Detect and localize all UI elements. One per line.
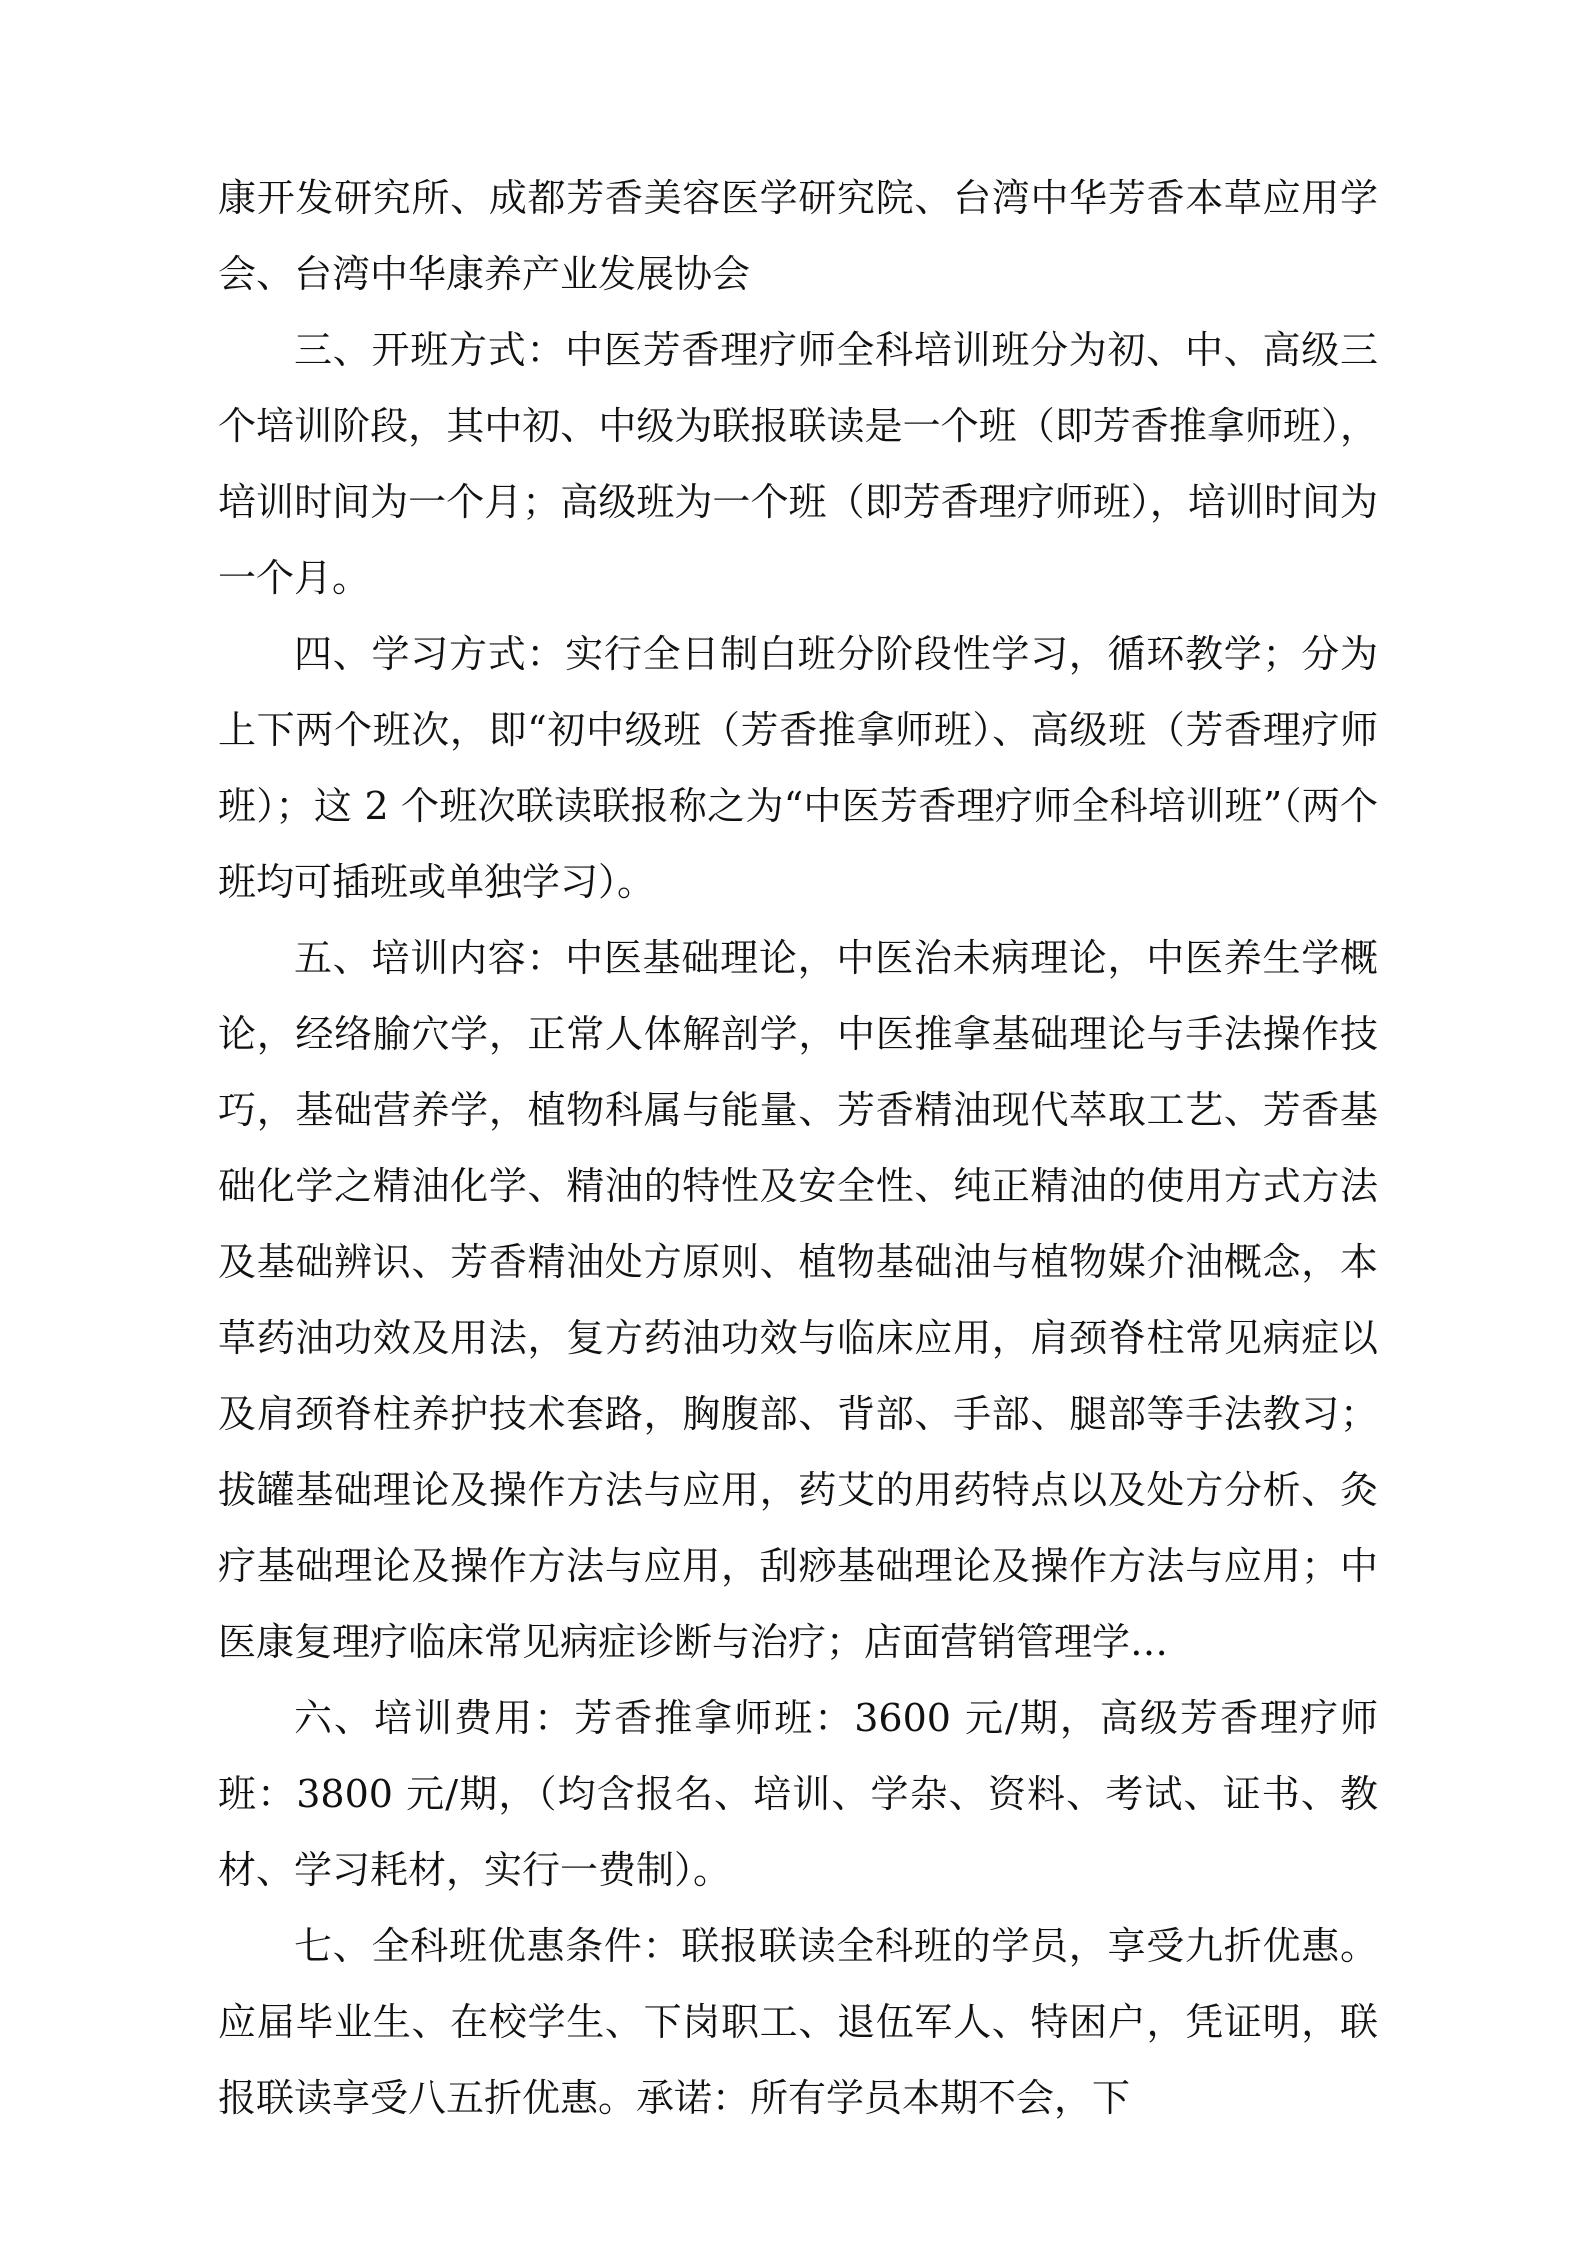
paragraph-class-format: 三、开班方式：中医芳香理疗师全科培训班分为初、中、高级三个培训阶段，其中初、中级为联报联读是一个班（即芳香推拿师班），培训时间为一个月；高级班为一个班（即芳香理疗师班），培训时间为一个月。 bbox=[218, 328, 1378, 600]
document-body bbox=[218, 160, 1378, 2136]
paragraph-discount-conditions: 七、全科班优惠条件：联报联读全科班的学员，享受九折优惠。应届毕业生、在校学生、下岗职工、退伍军人、特困户，凭证明，联报联读享受八五折优惠。承诺：所有学员本期不会，下 bbox=[218, 1924, 1378, 2120]
paragraph-continuation-institutions: 康开发研究所、成都芳香美容医学研究院、台湾中华芳香本草应用学会、台湾中华康养产业发展协会 bbox=[218, 176, 1378, 296]
paragraph-training-content: 五、培训内容：中医基础理论，中医治未病理论，中医养生学概论，经络腧穴学，正常人体解剖学，中医推拿基础理论与手法操作技巧，基础营养学，植物科属与能量、芳香精油现代萃取工艺、芳香基础化学之精油化学、精油的特性及安全性、纯正精油的使用方式方法及基础辨识、芳香精油处方原则、植物基础油与植物媒介油概念，本草药油功效及用法，复方药油功效与临床应用，肩颈脊柱常见病症以及肩颈脊柱养护技术套路，胸腹部、背部、手部、腿部等手法教习；拔罐基础理论及操作方法与应用，药艾的用药特点以及处方分析、灸疗基础理论及操作方法与应用，刮痧基础理论及操作方法与应用；中医康复理疗临床常见病症诊断与治疗；店面营销管理学… bbox=[218, 936, 1378, 1664]
paragraph-study-method: 四、学习方式：实行全日制白班分阶段性学习，循环教学；分为上下两个班次，即“初中级班（芳香推拿师班）、高级班（芳香理疗师班）；这 2 个班次联读联报称之为“中医芳香理疗师全科培训班”（两个班均可插班或单独学习）。 bbox=[218, 632, 1378, 904]
paragraph-training-fees: 六、培训费用：芳香推拿师班：3600 元/期，高级芳香理疗师班：3800 元/期，（均含报名、培训、学杂、资料、考试、证书、教材、学习耗材，实行一费制）。 bbox=[218, 1696, 1378, 1892]
